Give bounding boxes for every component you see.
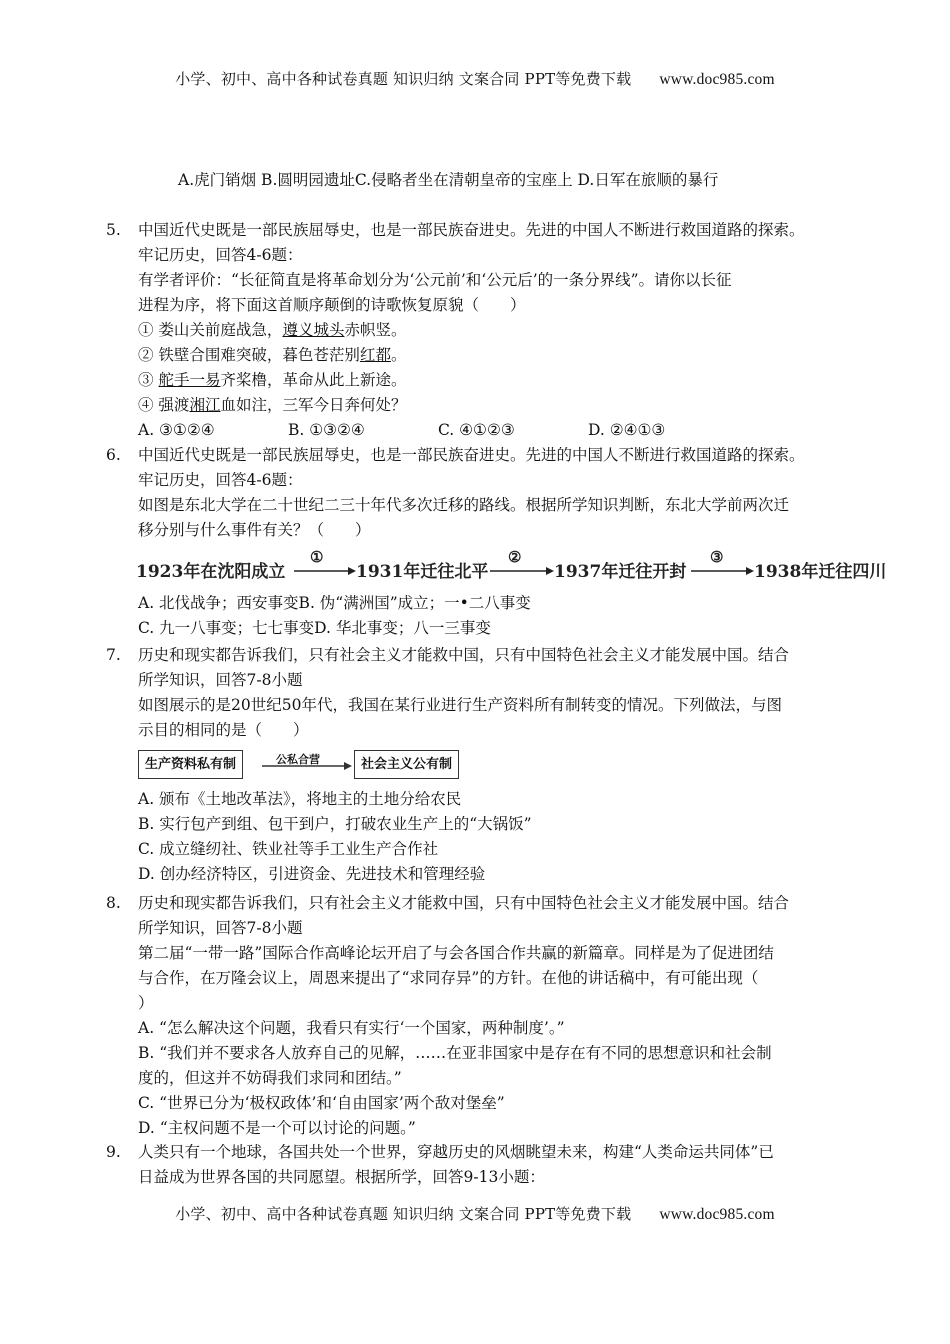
question-8 bbox=[106, 891, 851, 1141]
route-stop-2: 1931年迁往北平 bbox=[356, 562, 489, 582]
question-number: 7. bbox=[106, 646, 121, 664]
route-marker-1: ① bbox=[310, 548, 324, 566]
route-stop-4: 1938年迁往四川 bbox=[754, 562, 887, 582]
option-d[interactable]: D. 创办经济特区，引进资金、先进技术和管理经验 bbox=[138, 865, 486, 883]
question-number: 8. bbox=[106, 894, 121, 912]
question-number: 9. bbox=[106, 1143, 121, 1161]
question-5 bbox=[106, 218, 851, 443]
intro-line-2: 日益成为世界各国的共同愿望。根据所学，回答9-13小题： bbox=[138, 1168, 545, 1186]
options-cd[interactable]: C. 九一八事变；七七事变D. 华北事变；八一三事变 bbox=[138, 619, 491, 637]
stem-line-2: 示目的相同的是（ ） bbox=[138, 721, 309, 739]
option-c[interactable]: C. 成立缝纫社、铁业社等手工业生产合作社 bbox=[138, 840, 439, 858]
intro-line-2: 牢记历史，回答4-6题： bbox=[138, 246, 303, 264]
stem-line-2: 进程为序，将下面这首顺序颠倒的诗歌恢复原貌（ ） bbox=[138, 296, 526, 314]
question-7 bbox=[106, 643, 851, 887]
box-public-ownership: 社会主义公有制 bbox=[354, 750, 459, 779]
question-6 bbox=[106, 443, 887, 641]
route-arrowhead-3 bbox=[746, 567, 754, 575]
route-stop-3: 1937年迁往开封 bbox=[554, 562, 687, 582]
option-c[interactable]: C. ④①②③ bbox=[438, 421, 515, 439]
page-header bbox=[0, 68, 950, 89]
option-b-line-2[interactable]: 度的，但这并不妨碍我们求同和团结。” bbox=[138, 1069, 402, 1087]
option-c[interactable]: C. “世界已分为‘极权政体’和‘自由国家’两个敌对堡垒” bbox=[138, 1094, 505, 1112]
stem-line-1: 有学者评价：“长征简直是将革命划分为‘公元前’和‘公元后’的一条分界线”。请你以长征 bbox=[138, 271, 732, 289]
prev-options-text: A.虎门销烟 B.圆明园遗址C.侵略者坐在清朝皇帝的宝座上 D.日军在旅顺的暴行 bbox=[178, 171, 719, 189]
footer-text: 小学、初中、高中各种试卷真题 知识归纳 文案合同 PPT等免费下载 bbox=[175, 1205, 632, 1223]
poem-line-3: ③ 舵手一易齐桨橹，革命从此上新途。 bbox=[138, 371, 407, 389]
stem-line-1: 如图是东北大学在二十世纪二三十年代多次迁移的路线。根据所学知识判断，东北大学前两次迁 bbox=[138, 496, 790, 514]
question-number: 5. bbox=[106, 221, 121, 239]
intro-line-2: 所学知识，回答7-8小题 bbox=[138, 919, 303, 937]
option-b[interactable]: B. 实行包产到组、包干到户，打破农业生产上的“大锅饭” bbox=[138, 815, 532, 833]
route-arrowhead-1 bbox=[348, 567, 356, 575]
stem-line-1: 如图展示的是20世纪50年代，我国在某行业进行生产资料所有制转变的情况。下列做法，与图 bbox=[138, 696, 782, 714]
footer-url[interactable]: www.doc985.com bbox=[659, 1206, 775, 1223]
poem-line-4: ④ 强渡湘江血如注，三军今日奔何处？ bbox=[138, 396, 407, 414]
stem-line-1: 第二届“一带一路”国际合作高峰论坛开启了与会各国合作共赢的新篇章。同样是为了促进团结 bbox=[138, 944, 774, 962]
intro-line-1: 历史和现实都告诉我们，只有社会主义才能救中国，只有中国特色社会主义才能发展中国。结合 bbox=[138, 894, 790, 912]
prev-question-options bbox=[178, 168, 818, 193]
poem-line-2: ② 铁壁合围难突破，暮色苍茫别红都。 bbox=[138, 346, 407, 364]
intro-line-2: 所学知识，回答7-8小题 bbox=[138, 671, 303, 689]
options-row bbox=[138, 418, 851, 443]
option-b-line-1[interactable]: B. “我们并不要求各人放弃自己的见解，……在亚非国家中是存在有不同的思想意识和社会制 bbox=[138, 1044, 772, 1062]
intro-line-1: 中国近代史既是一部民族屈辱史，也是一部民族奋进史。先进的中国人不断进行救国道路的探索。 bbox=[138, 446, 805, 464]
question-9 bbox=[106, 1140, 851, 1190]
stem-line-2: 移分别与什么事件有关？（ ） bbox=[138, 521, 371, 539]
box-private-ownership: 生产资料私有制 bbox=[138, 750, 243, 779]
option-a[interactable]: A. 颁布《土地改革法》，将地主的土地分给农民 bbox=[138, 790, 462, 808]
options-ab[interactable]: A. 北伐战争；西安事变B. 伪“满洲国”成立；一•二八事变 bbox=[138, 594, 531, 612]
conversion-arrow bbox=[262, 747, 352, 777]
route-diagram bbox=[136, 547, 896, 585]
stem-line-3: ） bbox=[138, 994, 154, 1012]
ownership-figure bbox=[138, 747, 851, 781]
option-d[interactable]: D. “主权问题不是一个可以讨论的问题。” bbox=[138, 1119, 416, 1137]
option-b[interactable]: B. ①③②④ bbox=[288, 421, 365, 439]
page-footer bbox=[0, 1203, 950, 1224]
header-url[interactable]: www.doc985.com bbox=[659, 71, 775, 88]
option-d[interactable]: D. ②④①③ bbox=[588, 421, 666, 439]
question-number: 6. bbox=[106, 446, 121, 464]
intro-line-1: 中国近代史既是一部民族屈辱史，也是一部民族奋进史。先进的中国人不断进行救国道路的探索。 bbox=[138, 221, 805, 239]
arrow-label: 公私合营 bbox=[276, 753, 320, 766]
poem-line-1: ① 娄山关前庭战急，遵义城头赤帜竖。 bbox=[138, 321, 407, 339]
route-stop-1: 1923年在沈阳成立 bbox=[136, 562, 286, 582]
option-a[interactable]: A. “怎么解决这个问题，我看只有实行‘一个国家，两种制度’。” bbox=[138, 1019, 565, 1037]
intro-line-1: 人类只有一个地球，各国共处一个世界，穿越历史的风烟眺望未来，构建“人类命运共同体”已 bbox=[138, 1143, 774, 1161]
route-marker-2: ② bbox=[508, 548, 522, 566]
stem-line-2: 与合作，在万隆会议上，周恩来提出了“求同存异”的方针。在他的讲话稿中，有可能出现（ bbox=[138, 969, 759, 987]
route-arrowhead-2 bbox=[546, 567, 554, 575]
option-a[interactable]: A. ③①②④ bbox=[138, 421, 215, 439]
intro-line-1: 历史和现实都告诉我们，只有社会主义才能救中国，只有中国特色社会主义才能发展中国。结合 bbox=[138, 646, 790, 664]
header-text: 小学、初中、高中各种试卷真题 知识归纳 文案合同 PPT等免费下载 bbox=[175, 70, 632, 88]
migration-route-figure bbox=[136, 547, 887, 585]
route-marker-3: ③ bbox=[710, 548, 724, 566]
intro-line-2: 牢记历史，回答4-6题： bbox=[138, 471, 303, 489]
